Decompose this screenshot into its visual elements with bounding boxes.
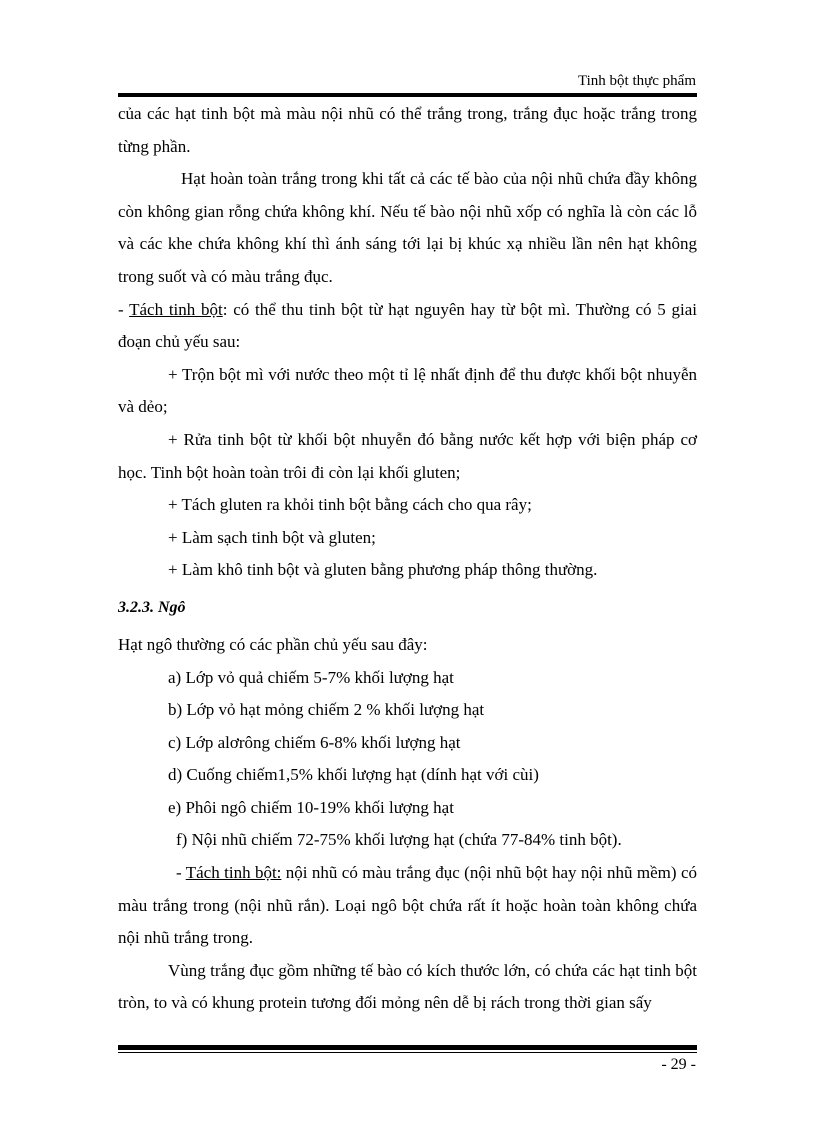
paragraph-text: nội nhũ có màu trắng đục (nội nhũ bột hay nội nhũ mềm) có màu trắng trong (nội nhũ rắn). Loại ngô bột chứa rất ít hoặc hoàn toàn không chứa nội nhũ trắng trong. xyxy=(118,863,697,948)
part-item: e) Phôi ngô chiếm 10-19% khối lượng hạt xyxy=(168,797,454,817)
page-body xyxy=(118,98,697,1020)
paragraph-text: : có thể thu tinh bột từ hạt nguyên hay từ bột mì. Thường có 5 giai đoạn chủ yếu sau: xyxy=(118,299,698,352)
footer-rule-thick xyxy=(118,1045,697,1050)
running-header-title: Tinh bột thực phẩm xyxy=(577,73,696,89)
dash-prefix: - xyxy=(176,863,186,883)
part-item: d) Cuống chiếm1,5% khối lượng hạt (dính hạt với cùi) xyxy=(168,765,539,785)
paragraph-whiteness: Hạt hoàn toàn trắng trong khi tất cả các tế bào của nội nhũ chứa đầy không còn không gian rỗng chứa không khí. Nếu tế bào nội nhũ xốp có nghĩa là còn các lỗ và các khe chứa không khí thì ánh sáng tới lại bị khúc xạ nhiều lần nên hạt không trong suốt và có màu trắng đục. xyxy=(118,169,697,286)
part-item: f) Nội nhũ chiếm 72-75% khối lượng hạt (chứa 77-84% tinh bột). xyxy=(176,830,622,850)
part-item: b) Lớp vỏ hạt mỏng chiếm 2 % khối lượng hạt xyxy=(168,700,485,720)
paragraph-continuation: của các hạt tinh bột mà màu nội nhũ có thể trắng trong, trắng đục hoặc trắng trong từng phần. xyxy=(118,104,697,156)
step-item: + Làm sạch tinh bột và gluten; xyxy=(168,527,376,547)
page-number: - 29 - xyxy=(661,1056,696,1073)
dash-prefix: - xyxy=(118,299,130,319)
step-item: + Trộn bột mì với nước theo một tỉ lệ nhất định để thu được khối bột nhuyễn và dẻo; xyxy=(118,364,697,417)
step-item: + Rửa tinh bột từ khối bột nhuyễn đó bằng nước kết hợp với biện pháp cơ học. Tinh bột hoàn toàn trôi đi còn lại khối gluten; xyxy=(118,429,697,482)
paragraph-opaque-zone: Vùng trắng đục gồm những tế bào có kích thước lớn, có chứa các hạt tinh bột tròn, to và có khung protein tương đối mỏng nên dễ bị rách trong thời gian sấy xyxy=(118,960,697,1013)
step-item: + Tách gluten ra khỏi tinh bột bằng cách cho qua rây; xyxy=(168,495,532,515)
underlined-term: Tách tinh bột xyxy=(129,299,223,319)
part-item: a) Lớp vỏ quả chiếm 5-7% khối lượng hạt xyxy=(168,667,454,687)
header-rule xyxy=(118,93,697,97)
paragraph-corn-separation xyxy=(118,857,697,955)
underlined-term: Tách tinh bột: xyxy=(185,863,282,883)
paragraph-starch-separation xyxy=(118,294,697,359)
footer-rule-thin xyxy=(118,1052,697,1053)
step-item: + Làm khô tinh bột và gluten bằng phương pháp thông thường. xyxy=(168,560,598,580)
part-item: c) Lớp alơrông chiếm 6-8% khối lượng hạt xyxy=(168,732,461,752)
section-heading: 3.2.3. Ngô xyxy=(118,598,186,616)
paragraph-intro: Hạt ngô thường có các phần chủ yếu sau đây: xyxy=(118,634,428,654)
